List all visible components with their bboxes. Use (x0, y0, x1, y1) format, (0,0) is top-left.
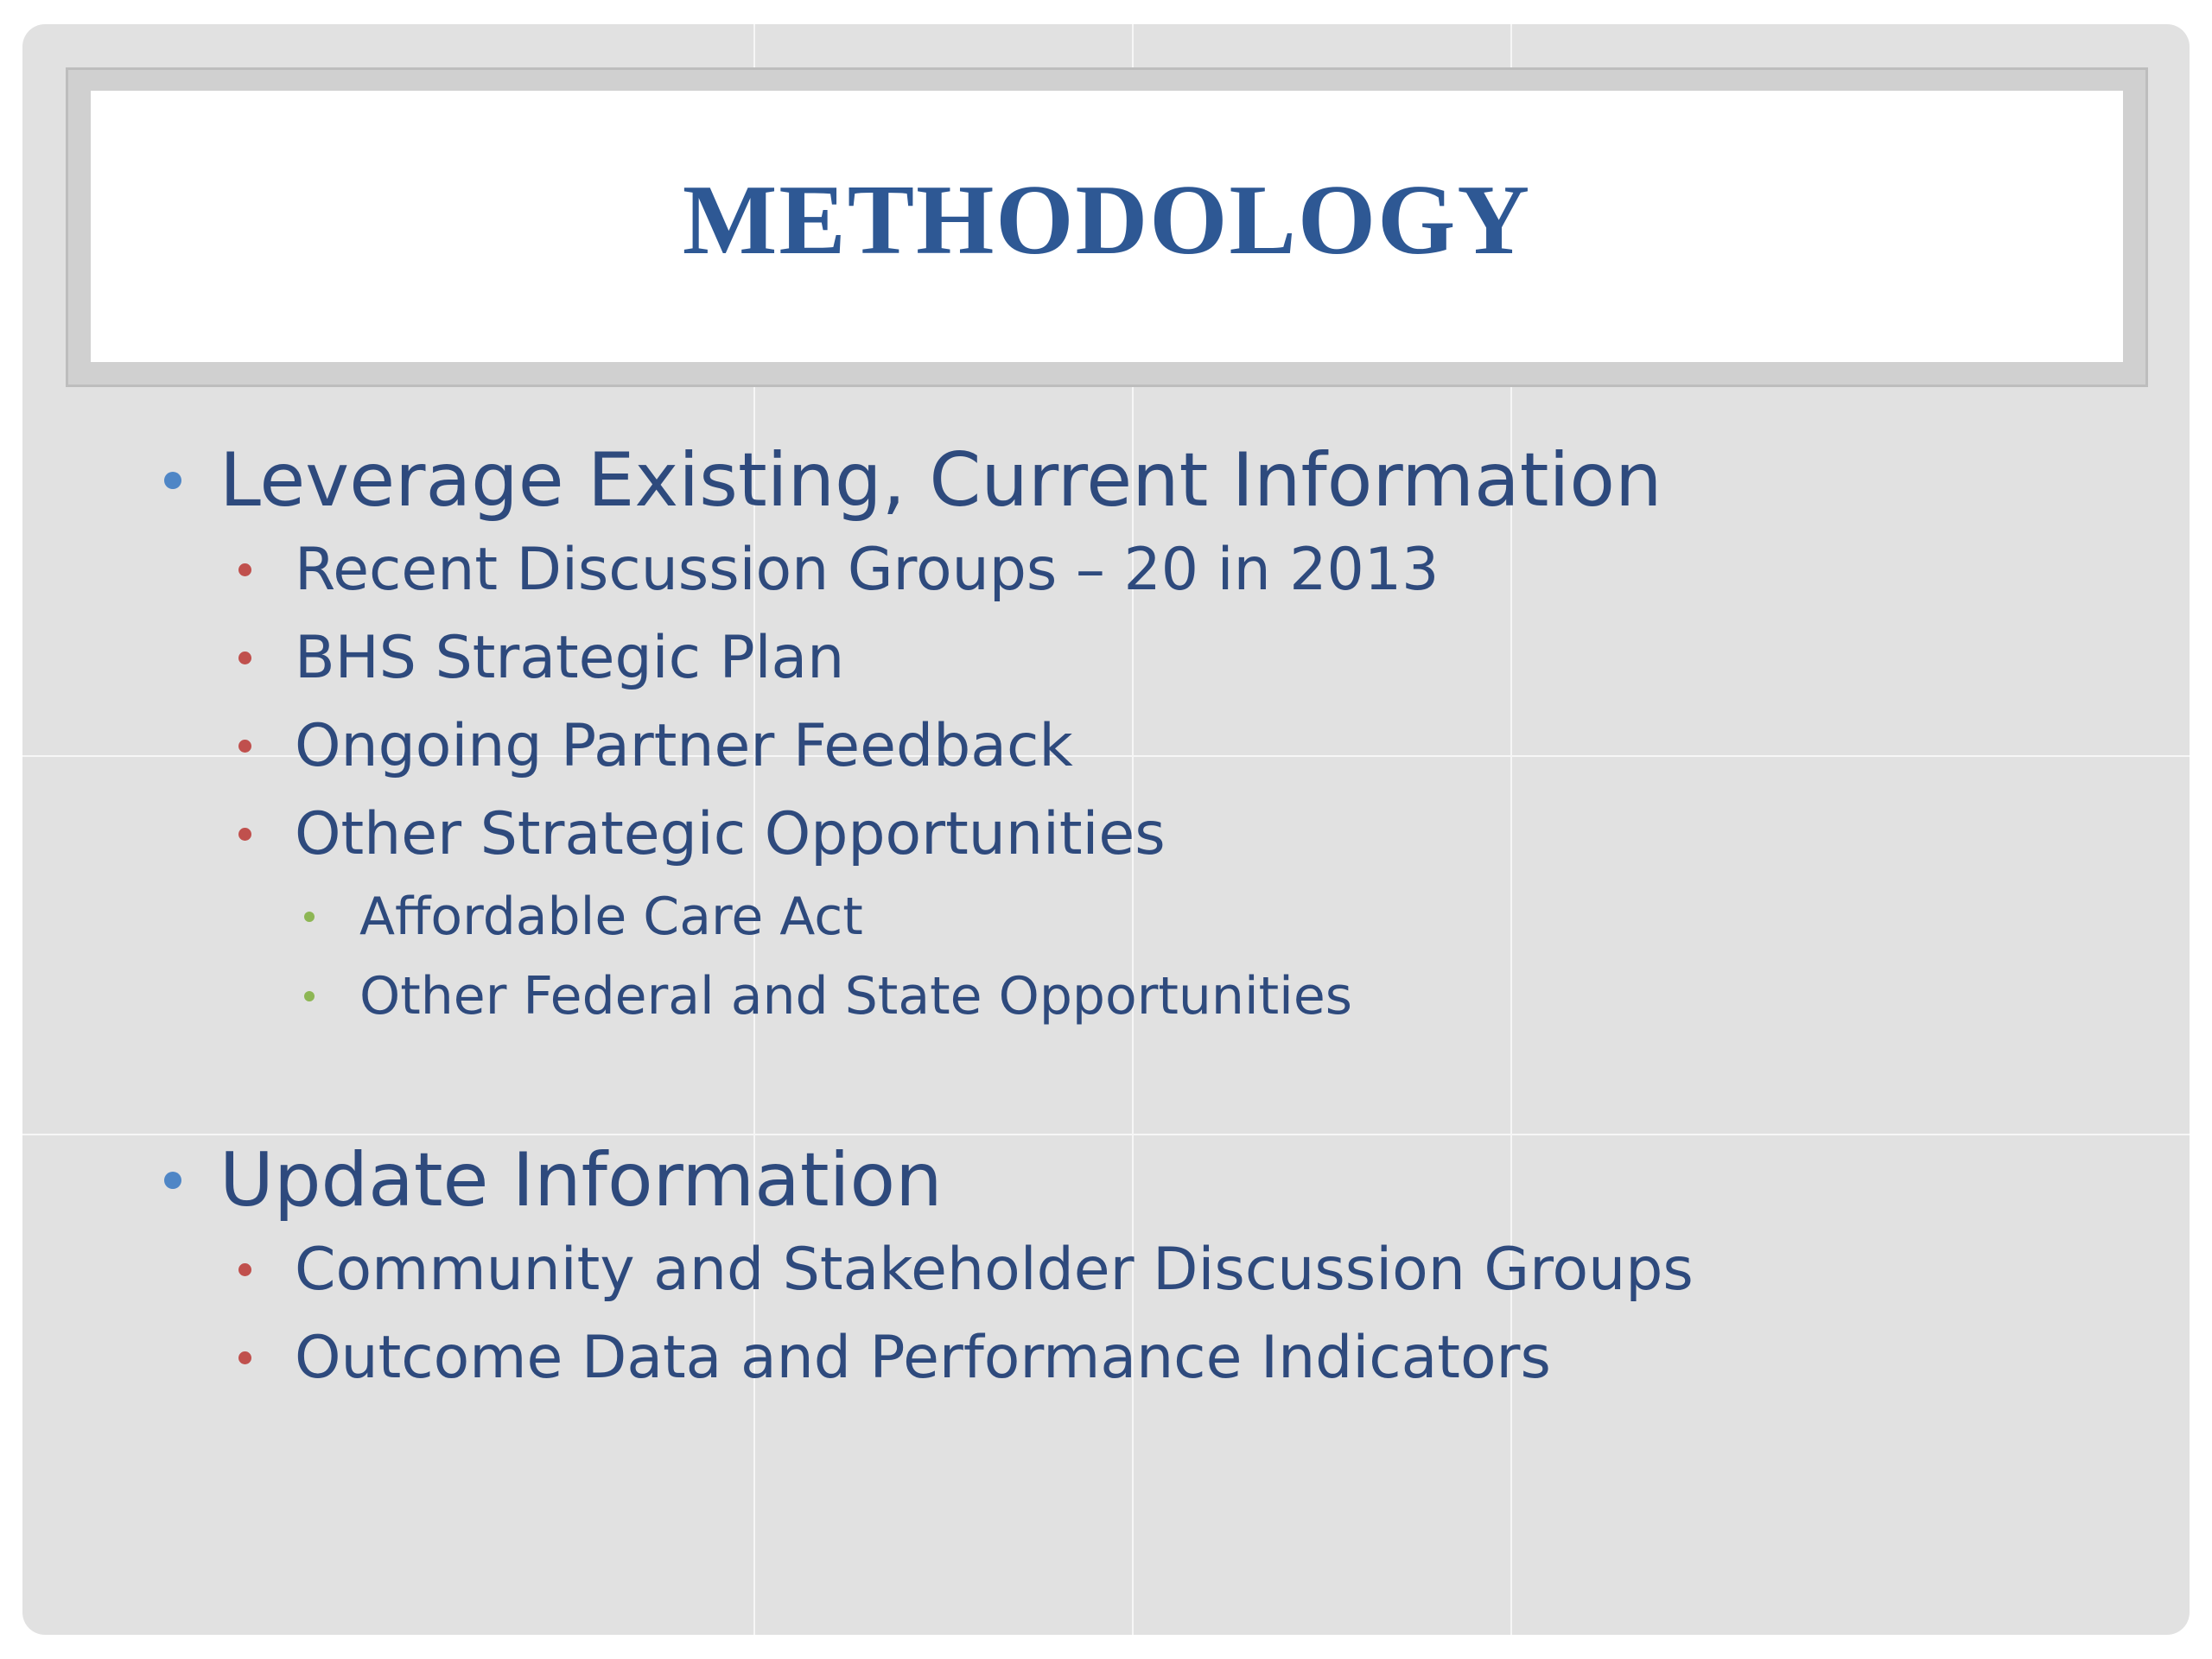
bullet-text: BHS Strategic Plan (295, 624, 845, 692)
bullet-dot-icon (238, 1263, 251, 1276)
bullet-dot-icon (238, 563, 251, 576)
bullet-item-level2 (238, 1236, 1694, 1304)
bullet-item-level2 (238, 800, 1166, 868)
bullet-dot-icon (164, 1172, 181, 1189)
bullet-text: Affordable Care Act (359, 887, 863, 947)
bullet-item-level3 (304, 887, 863, 947)
slide-content (22, 24, 2190, 1635)
bullet-dot-icon (164, 472, 181, 489)
bullet-text: Update Information (219, 1137, 943, 1224)
bullet-dot-icon (304, 991, 315, 1001)
bullet-item-level2 (238, 712, 1073, 780)
bullet-text: Ongoing Partner Feedback (295, 712, 1073, 780)
bullet-text: Outcome Data and Performance Indicators (295, 1324, 1551, 1392)
slide-title: METHODOLOGY (682, 164, 1532, 276)
slide (22, 24, 2190, 1635)
bullet-text: Community and Stakeholder Discussion Groups (295, 1236, 1694, 1304)
bullet-item-level3 (304, 966, 1352, 1027)
bullet-item-level2 (238, 624, 844, 692)
bullet-text: Other Federal and State Opportunities (359, 966, 1352, 1027)
bullet-item-level1 (164, 1137, 943, 1224)
bullet-item-level2 (238, 536, 1439, 604)
bullet-dot-icon (238, 652, 251, 664)
bullet-dot-icon (304, 912, 315, 922)
bullet-text: Leverage Existing, Current Information (219, 437, 1662, 524)
bullet-text: Recent Discussion Groups – 20 in 2013 (295, 536, 1440, 604)
bullet-item-level1 (164, 437, 1662, 524)
bullet-dot-icon (238, 1351, 251, 1364)
bullet-item-level2 (238, 1324, 1551, 1392)
bullet-text: Other Strategic Opportunities (295, 800, 1166, 868)
bullet-dot-icon (238, 740, 251, 753)
bullet-dot-icon (238, 828, 251, 841)
